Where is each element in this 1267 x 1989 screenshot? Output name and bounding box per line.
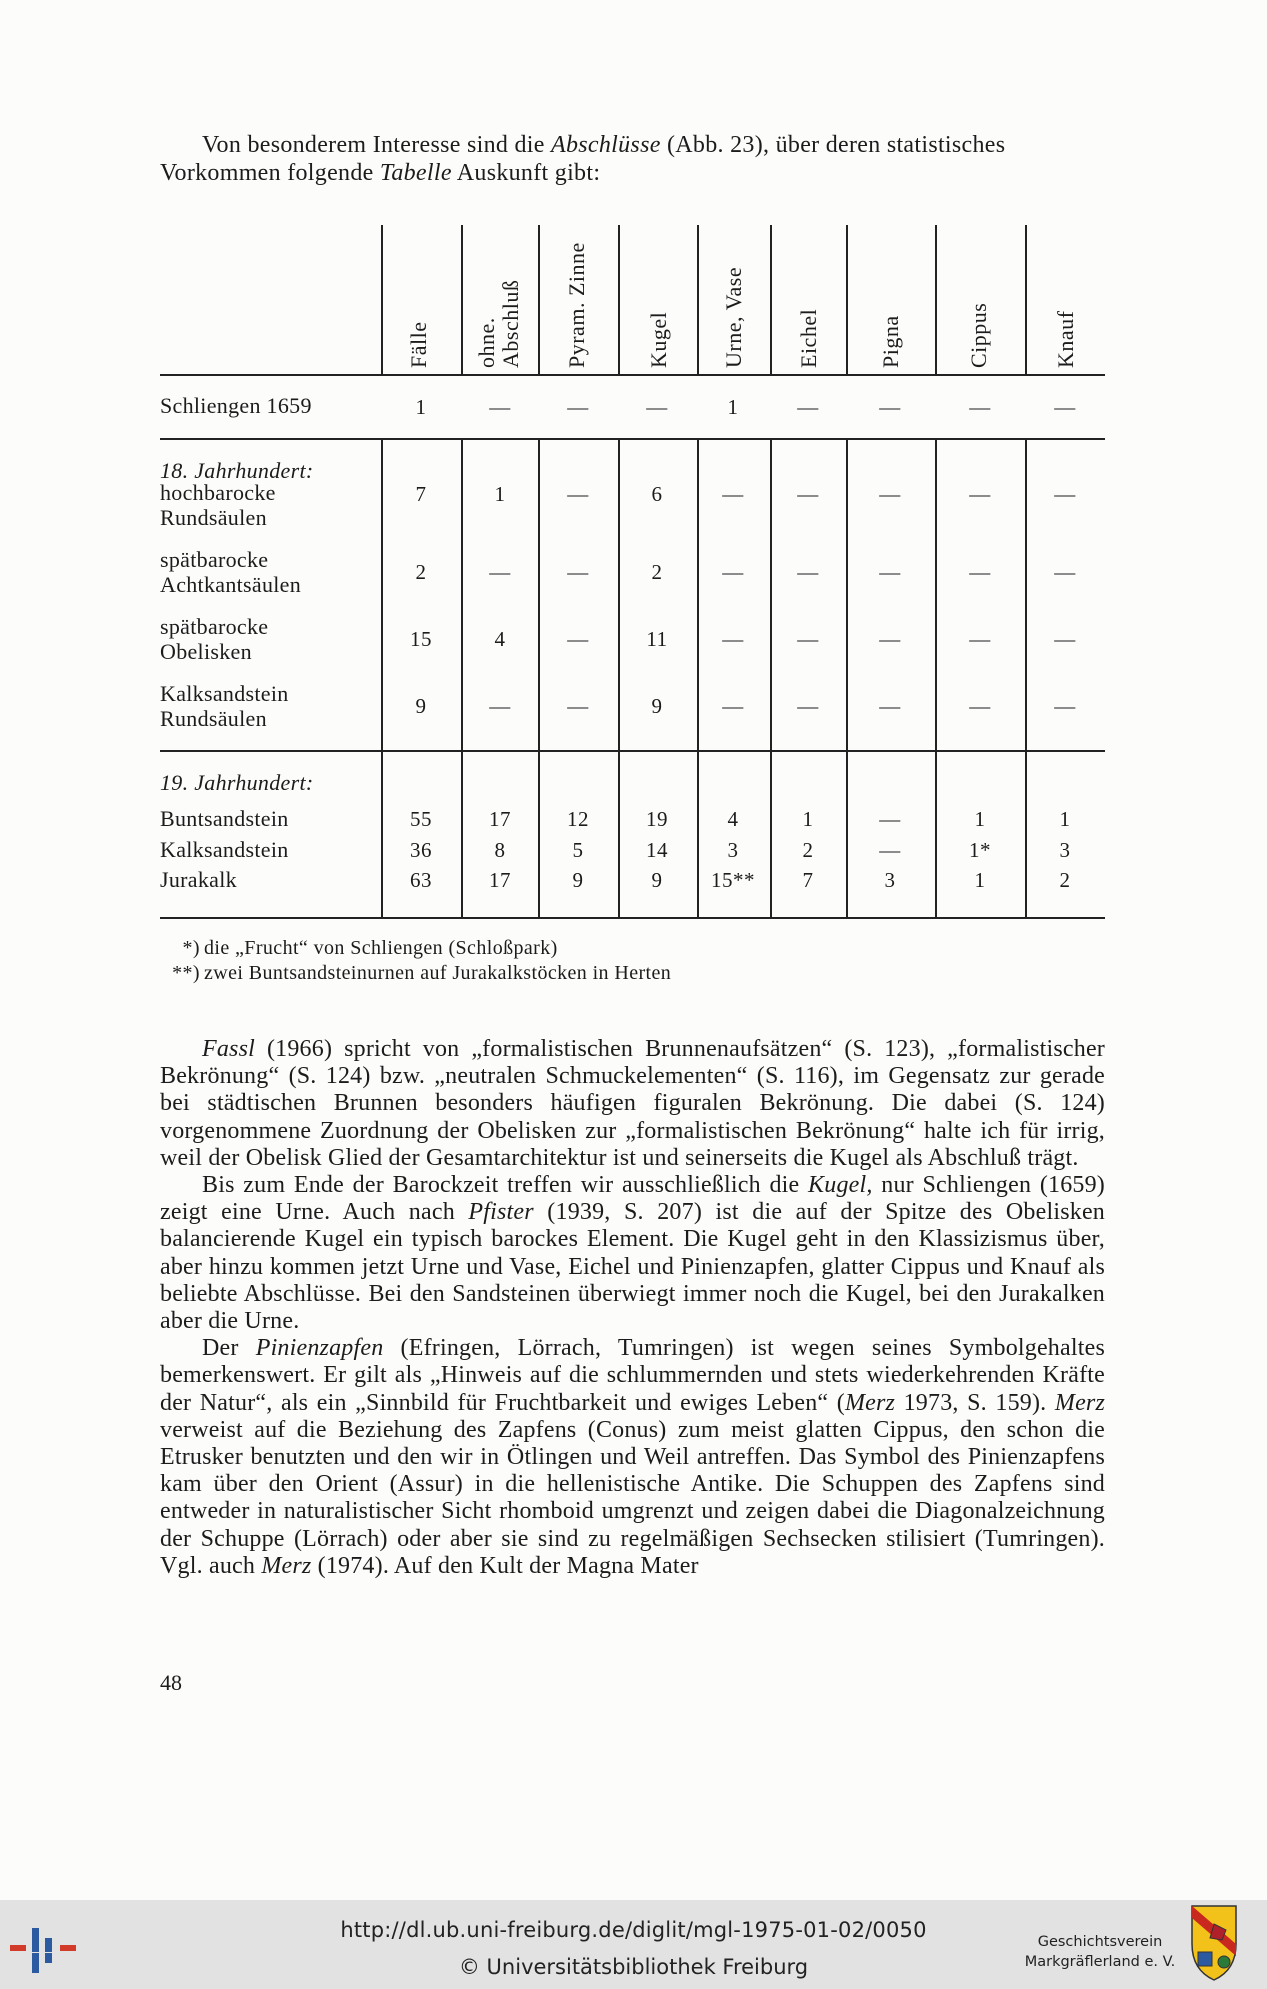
society-name (1020, 1932, 1180, 1972)
table-cell: 9 (651, 868, 663, 892)
table-rule (160, 917, 1105, 919)
society-name-line: Geschichtsverein (1037, 1934, 1163, 1950)
table-cell: — (797, 482, 819, 506)
table-cell: 15** (711, 868, 755, 892)
table-rule (1025, 751, 1027, 917)
footnote-mark: *) (182, 937, 200, 959)
table-cell: — (567, 694, 589, 718)
table-cell: — (567, 560, 589, 584)
intro-paragraph (160, 131, 1105, 187)
row-label (160, 614, 268, 664)
table-cell: 11 (646, 627, 668, 651)
table-cell: 17 (489, 807, 511, 831)
table-rule (846, 225, 848, 375)
paragraph-text: (1974). Auf den Kult der Magna Mater (311, 1552, 699, 1579)
table-cell: — (879, 395, 901, 419)
row-label: Buntsandstein (160, 806, 289, 831)
table-rule (461, 225, 463, 375)
column-header: Eichel (796, 308, 821, 368)
section-heading (160, 770, 314, 795)
table-cell: 2 (1059, 868, 1071, 892)
table-rule (461, 439, 463, 751)
column-header: Fälle (406, 321, 431, 368)
table-cell: 55 (410, 807, 432, 831)
paragraph-text: (1966) spricht von „formalistischen Brunnenaufsätzen“ (S. 123), „formalistischer Bekrönung“ (S. 124) bzw. „neutralen Schmuckelementen“ (S. 116), im Gegensatz zur gerade bei städtischen Brunnen besonders häufigen figuralen Bekrönung. Die dabei (S. 124) vorgenommene Zuordnung der Obelisken zur „formalistischen Bekrönung“ halte ich für irrig, weil der Obelisk Glied der Gesamtarchitektur ist und seinerseits die Kugel als Abschluß trägt. (160, 1036, 1105, 1171)
table-rule (1025, 439, 1027, 751)
section-heading-text: 18. Jahrhundert: (160, 458, 314, 483)
table-cell: 1 (802, 807, 814, 831)
table-cell: 63 (410, 868, 432, 892)
table-cell: 6 (651, 482, 663, 506)
table-rule (846, 751, 848, 917)
table-rule (381, 225, 383, 375)
paragraph (160, 1335, 1105, 1580)
table-cell: 1 (727, 395, 739, 419)
row-label-line: Rundsäulen (160, 505, 267, 530)
table-cell: — (969, 482, 991, 506)
table-cell: — (969, 627, 991, 651)
footnote-text: zwei Buntsandsteinurnen auf Jurakalkstöcken in Herten (204, 962, 672, 984)
column-header: ohne. (474, 317, 499, 368)
table-rule (935, 751, 937, 917)
row-label-line: spätbarocke (160, 547, 269, 572)
table-cell: 19 (646, 807, 668, 831)
table-cell: — (797, 395, 819, 419)
body-text (160, 1036, 1105, 1580)
coat-of-arms-icon (1190, 1904, 1238, 1982)
table-cell: 17 (489, 868, 511, 892)
table-cell: 9 (572, 868, 584, 892)
table-cell: 12 (567, 807, 589, 831)
author-name: Merz (844, 1389, 896, 1416)
table-rule (1025, 225, 1027, 375)
paragraph-text: (Efringen, Lörrach, Tumringen) ist wegen seines Symbolgehaltes bemerkenswert. Er gilt als „Hinweis auf die schlummernden und stets wiederkehrenden Kräfte der Natur“, als ein „Sinnbild für Fruchtbarkeit und ewiges Leben“ ( (160, 1335, 1105, 1416)
author-name: Pfister (468, 1199, 534, 1226)
table-cell: — (489, 694, 511, 718)
table-cell: 8 (494, 838, 506, 862)
author-name: Merz (261, 1552, 312, 1579)
intro-text: Von besonderem Interesse sind die (202, 132, 552, 158)
society-name-line: Markgräflerland e. V. (1024, 1954, 1176, 1970)
intro-text: (Abb. 23), über deren statistisches (660, 132, 1006, 158)
column-header: Pigna (878, 315, 903, 368)
table-cell: 3 (1059, 838, 1071, 862)
table-cell: — (879, 560, 901, 584)
table-cell: 2 (802, 838, 814, 862)
paragraph-text: 1973, S. 159). (895, 1389, 1055, 1416)
intro-emphasis: Abschlüsse (551, 132, 661, 158)
table-rule (160, 438, 1105, 440)
table-cell: 1 (1059, 807, 1071, 831)
table-cell: — (879, 627, 901, 651)
section-heading-text: 19. Jahrhundert: (160, 770, 314, 795)
table-cell: 1 (494, 482, 506, 506)
table-cell: — (722, 560, 744, 584)
table-cell: — (722, 627, 744, 651)
table-cell: — (1054, 560, 1076, 584)
source-url[interactable]: http://dl.ub.uni-freiburg.de/diglit/mgl-1975-01-02/0050 (340, 1918, 927, 1942)
table-rule (697, 751, 699, 917)
table-cell: — (1054, 694, 1076, 718)
paragraph-text: Bis zum Ende der Barockzeit treffen wir ausschließlich die (202, 1172, 809, 1199)
table-cell: 1* (969, 838, 991, 862)
table-rule (618, 751, 620, 917)
paragraph-text: nur Schliengen (1659) zeigt eine Urne. Auch nach (160, 1172, 1105, 1226)
table-rule (770, 439, 772, 751)
table-cell: — (969, 560, 991, 584)
table-cell: 2 (415, 560, 427, 584)
column-header: Cippus (966, 302, 991, 368)
author-name: Merz (1054, 1389, 1105, 1416)
table-rule (538, 439, 540, 751)
table-cell: — (1054, 627, 1076, 651)
table-cell: — (722, 694, 744, 718)
table-cell: — (646, 395, 668, 419)
page-number: 48 (160, 1670, 182, 1695)
table-rule (160, 374, 1105, 376)
table-rule (770, 225, 772, 375)
table-cell: — (879, 807, 901, 831)
footer-bar (0, 1900, 1267, 1989)
table-cell: — (489, 395, 511, 419)
copyright: © Universitätsbibliothek Freiburg (458, 1955, 809, 1979)
table-cell: — (1054, 395, 1076, 419)
table-cell: — (797, 560, 819, 584)
table-rule (770, 751, 772, 917)
table-rule (846, 439, 848, 751)
paragraph (160, 1172, 1105, 1335)
footnote-mark: **) (172, 962, 200, 984)
table-cell: — (797, 694, 819, 718)
column-header: Kugel (646, 311, 671, 368)
paragraph-text: (1939, S. 207) ist die auf der Spitze des Obelisken balancierende Kugel ein typisch barockes Element. Die Kugel geht in den Klassizismus über, aber hinzu kommen jetzt Urne und Vase, Eichel und Pinienzapfen, glatter Cippus und Knauf als beliebte Abschlüsse. Bei den Sandsteinen überwiegt immer noch die Kugel, bei den Jurakalken aber die Urne. (160, 1199, 1105, 1335)
statistics-table (160, 225, 1105, 920)
table-cell: — (1054, 482, 1076, 506)
row-label-line: Obelisken (160, 639, 252, 664)
table-cell: 4 (494, 627, 506, 651)
table-cell: — (879, 838, 901, 862)
table-rule (697, 439, 699, 751)
table-cell: 3 (727, 838, 739, 862)
row-label-line: hochbarocke (160, 480, 276, 505)
row-label: Jurakalk (160, 867, 237, 892)
row-label (160, 681, 289, 731)
row-label: Schliengen 1659 (160, 393, 312, 418)
table-rule (381, 439, 383, 751)
intro-text: Vorkommen folgende (160, 160, 380, 186)
column-header: Abschluß (498, 279, 523, 368)
table-rule (618, 439, 620, 751)
footnote (160, 936, 671, 961)
table-cell: — (567, 395, 589, 419)
table-cell: — (879, 694, 901, 718)
table-cell: 5 (572, 838, 584, 862)
table-cell: 2 (651, 560, 663, 584)
footnote (160, 961, 671, 986)
table-cell: — (567, 627, 589, 651)
table-rule (697, 225, 699, 375)
column-header: Pyram. Zinne (564, 242, 589, 368)
row-label (160, 547, 301, 597)
row-label-line: Kalksandstein (160, 681, 289, 706)
table-cell: 9 (651, 694, 663, 718)
intro-emphasis: Tabelle (379, 160, 452, 186)
table-cell: 1 (415, 395, 427, 419)
row-label-line: Rundsäulen (160, 706, 267, 731)
row-label: Kalksandstein (160, 837, 289, 862)
table-rule (935, 439, 937, 751)
row-label (160, 480, 276, 530)
row-label-line: spätbarocke (160, 614, 269, 639)
table-rule (618, 225, 620, 375)
table-cell: 7 (802, 868, 814, 892)
author-name: Fassl (202, 1036, 256, 1062)
table-cell: 1 (974, 868, 986, 892)
table-cell: — (797, 627, 819, 651)
table-cell: — (567, 482, 589, 506)
table-rule (461, 751, 463, 917)
paragraph-text: verweist auf die Beziehung des Zapfens (Conus) zum meist glatten Cippus, den schon die Etrusker benutzten und den wir in Ötlingen und Weil antreffen. Das Symbol des Pinienzapfens kam über den Orient (Assur) in die hellenistische Antike. Die Schuppen des Zapfens sind entweder in naturalistischer Sicht rhomboid umgrenzt und zeigen dabei die Diagonalzeichnung der Schuppe (Lörrach) oder aber sie sind zu regelmäßigen Sechsecken stilisiert (Tumringen). Vgl. auch (160, 1416, 1105, 1579)
table-cell: 4 (727, 807, 739, 831)
table-cell: 9 (415, 694, 427, 718)
footnote-text: die „Frucht“ von Schliengen (Schloßpark) (204, 937, 558, 959)
emphasis: Pinienzapfen (255, 1335, 384, 1362)
table-rule (935, 225, 937, 375)
paragraph-text: Der (202, 1335, 256, 1362)
table-cell: 36 (410, 838, 432, 862)
row-label-line: Achtkantsäulen (160, 572, 302, 597)
table-cell: 14 (646, 838, 668, 862)
table-cell: 7 (415, 482, 427, 506)
table-cell: — (722, 482, 744, 506)
emphasis: Kugel, (808, 1172, 873, 1199)
table-cell: 1 (974, 807, 986, 831)
table-cell: — (879, 482, 901, 506)
column-header: Knauf (1053, 310, 1078, 368)
table-cell: 3 (884, 868, 896, 892)
column-header: Urne, Vase (721, 266, 746, 368)
table-cell: — (969, 395, 991, 419)
table-rule (538, 751, 540, 917)
table-cell: — (969, 694, 991, 718)
table-rule (381, 751, 383, 917)
table-cell: 15 (410, 627, 432, 651)
table-rule (538, 225, 540, 375)
intro-text: Auskunft gibt: (451, 160, 601, 186)
table-cell: — (489, 560, 511, 584)
paragraph (160, 1036, 1105, 1172)
table-rule (160, 750, 1105, 752)
footnotes (160, 936, 671, 986)
